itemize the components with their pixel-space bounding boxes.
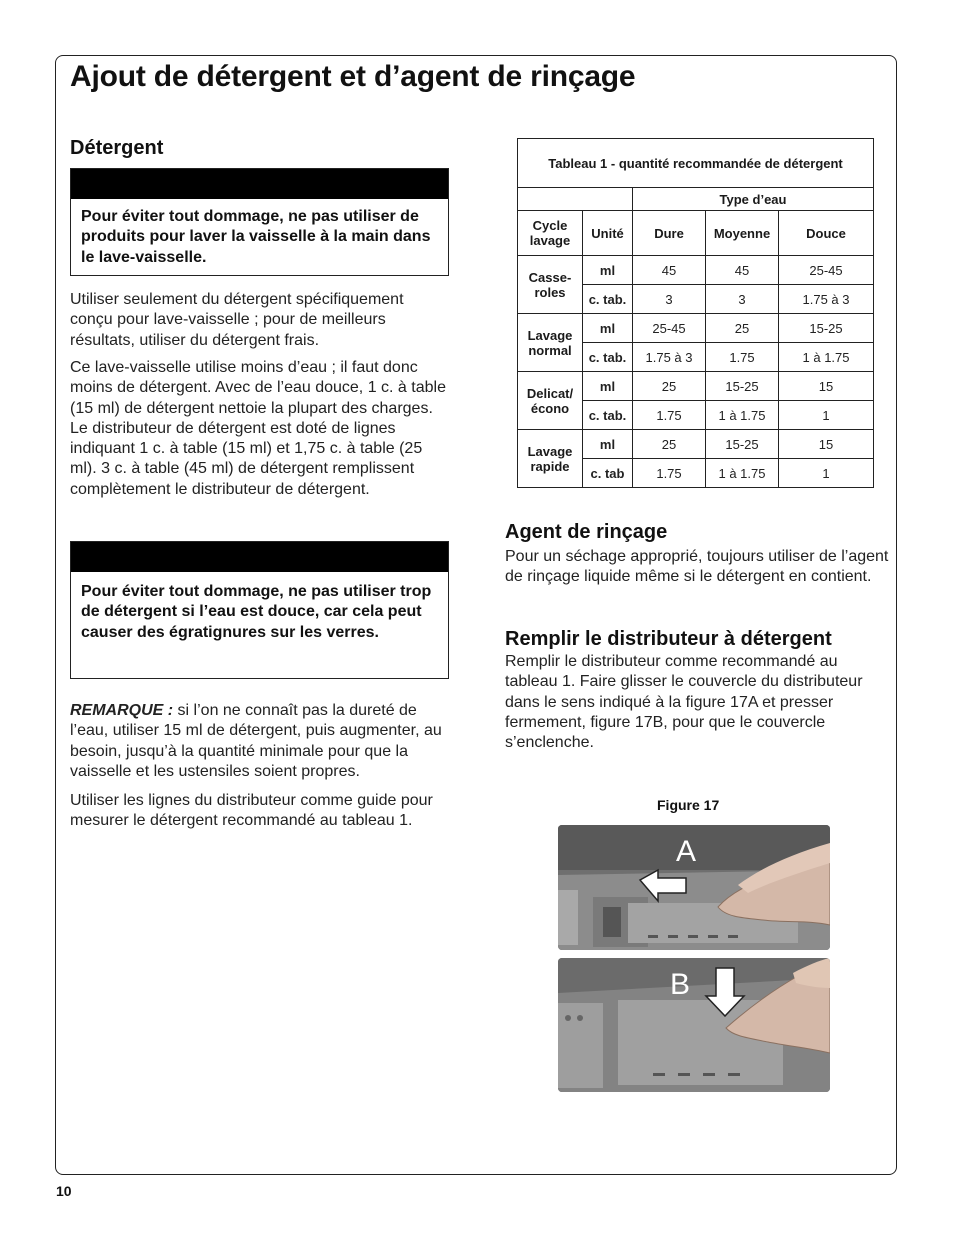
figure-label-a: A	[676, 835, 697, 868]
header-hard: Dure	[633, 211, 706, 256]
value-cell: 25	[633, 372, 706, 401]
note-text: si l’on ne connaît pas la dureté de l’eau, utiliser 15 ml de détergent, puis augmenter, au besoin, jusqu’à la quantité minimale pour que la vaisselle et les ustensiles soient propres.	[70, 702, 442, 780]
value-cell: 1 à 1.75	[779, 343, 874, 372]
figure-17b-photo	[558, 958, 830, 1092]
fill-heading: Remplir le distributeur à détergent	[505, 628, 832, 650]
unit-cell: c. tab.	[583, 343, 633, 372]
value-cell: 1.75 à 3	[633, 343, 706, 372]
figure-17a-photo	[558, 825, 830, 950]
figure-17b-illustration	[558, 958, 830, 1092]
value-cell: 3	[633, 285, 706, 314]
cycle-cell: Delicat/ écono	[518, 372, 583, 430]
header-medium: Moyenne	[706, 211, 779, 256]
detergent-heading: Détergent	[70, 137, 164, 159]
note-label: REMARQUE :	[70, 702, 174, 719]
page-number: 10	[56, 1183, 72, 1199]
header-soft: Douce	[779, 211, 874, 256]
value-cell: 1	[779, 459, 874, 488]
fill-paragraph: Remplir le distributeur comme recommandé au tableau 1. Faire glisser le couvercle du distributeur dans le sens indiqué à la figure 17A et presser fermement, figure 17B, pour que le couvercle s’enclenche.	[505, 653, 863, 752]
value-cell: 15	[779, 372, 874, 401]
rinse-heading: Agent de rinçage	[505, 521, 668, 543]
figure-caption: Figure 17	[657, 797, 720, 813]
unit-cell: c. tab	[583, 459, 633, 488]
header-cycle: Cycle lavage	[518, 211, 583, 256]
detergent-table	[517, 138, 874, 488]
warning-bar	[71, 169, 448, 199]
cycle-cell: Lavage normal	[518, 314, 583, 372]
value-cell: 1.75	[633, 459, 706, 488]
warning-text-2: Pour éviter tout dommage, ne pas utiliser trop de détergent si l’eau est douce, car cela peut causer des égratignures sur les verres.	[81, 583, 432, 641]
note-paragraph	[70, 701, 450, 782]
value-cell: 25-45	[779, 256, 874, 285]
value-cell: 1.75	[633, 401, 706, 430]
detergent-paragraph-3: Utiliser les lignes du distributeur comme guide pour mesurer le détergent recommandé au tableau 1.	[70, 792, 433, 830]
value-cell: 1.75 à 3	[779, 285, 874, 314]
unit-cell: c. tab.	[583, 401, 633, 430]
table-row	[518, 372, 874, 401]
table-row	[518, 256, 874, 285]
unit-cell: ml	[583, 430, 633, 459]
detergent-paragraph-2: Ce lave-vaisselle utilise moins d’eau ; il faut donc moins de détergent. Avec de l’eau douce, 1 c. à table (15 ml) de détergent nettoie la plupart des charges. Le distributeur de détergent est doté de lignes indiquant 1 c. à table (15 ml) et 1,75 c. à table (25 ml). 3 c. à table (45 ml) de détergent remplissent complètement le distributeur de détergent.	[70, 359, 446, 498]
value-cell: 15-25	[706, 372, 779, 401]
cycle-cell: Casse-roles	[518, 256, 583, 314]
table-row	[518, 430, 874, 459]
page-title: Ajout de détergent et d’agent de rinçage	[70, 60, 636, 93]
warning-box-1	[70, 168, 449, 276]
value-cell: 3	[706, 285, 779, 314]
value-cell: 15-25	[779, 314, 874, 343]
warning-text-1: Pour éviter tout dommage, ne pas utiliser de produits pour laver la vaisselle à la main dans le lave-vaisselle.	[81, 208, 431, 266]
cycle-cell: Lavage rapide	[518, 430, 583, 488]
value-cell: 15-25	[706, 430, 779, 459]
value-cell: 1 à 1.75	[706, 401, 779, 430]
table-row	[518, 314, 874, 343]
table-blank-cell	[518, 188, 633, 211]
table-caption: Tableau 1 - quantité recommandée de détergent	[518, 139, 874, 188]
unit-cell: ml	[583, 314, 633, 343]
unit-cell: c. tab.	[583, 285, 633, 314]
rinse-paragraph: Pour un séchage approprié, toujours utiliser de l’agent de rinçage liquide même si le détergent en contient.	[505, 548, 889, 586]
value-cell: 1	[779, 401, 874, 430]
value-cell: 45	[706, 256, 779, 285]
warning-bar	[71, 542, 448, 572]
header-unit: Unité	[583, 211, 633, 256]
warning-box-2	[70, 541, 449, 679]
unit-cell: ml	[583, 256, 633, 285]
value-cell: 1 à 1.75	[706, 459, 779, 488]
value-cell: 15	[779, 430, 874, 459]
water-type-header: Type d’eau	[633, 188, 874, 211]
value-cell: 1.75	[706, 343, 779, 372]
value-cell: 25	[633, 430, 706, 459]
detergent-paragraph-1: Utiliser seulement du détergent spécifiquement conçu pour lave-vaisselle ; pour de meilleurs résultats, utiliser du détergent frais.	[70, 291, 404, 349]
value-cell: 25	[706, 314, 779, 343]
unit-cell: ml	[583, 372, 633, 401]
figure-label-b: B	[670, 968, 691, 1001]
value-cell: 25-45	[633, 314, 706, 343]
value-cell: 45	[633, 256, 706, 285]
